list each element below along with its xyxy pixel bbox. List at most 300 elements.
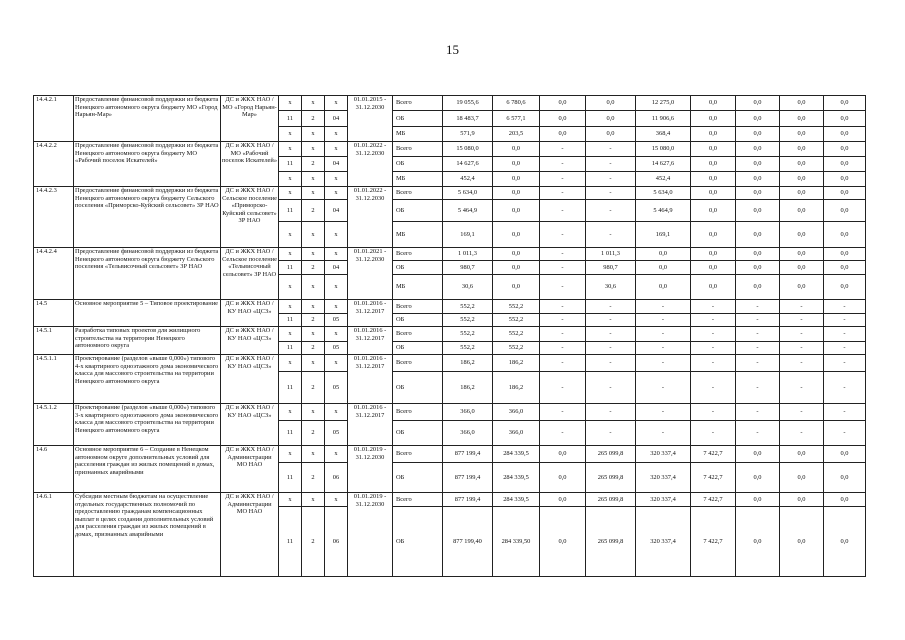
amount-cell: 169,1 (443, 222, 493, 248)
funding-source: МБ (393, 127, 443, 142)
amount-cell: - (540, 157, 586, 172)
amount-cell: 0,0 (824, 187, 866, 200)
program-activities-table (33, 95, 866, 577)
amount-cell: - (540, 248, 586, 261)
amount-cell: 0,0 (824, 142, 866, 157)
classification-code: 11 (279, 200, 302, 222)
classification-code: x (325, 172, 348, 187)
classification-code: x (302, 446, 325, 463)
amount-cell: 7 422,7 (691, 493, 736, 507)
classification-code: 2 (302, 421, 325, 446)
classification-code: 11 (279, 463, 302, 493)
funding-source: МБ (393, 275, 443, 300)
funding-source: ОБ (393, 372, 443, 404)
period: 01.01.2016 - 31.12.2017 (348, 300, 393, 327)
activity-name: Предоставление финансовой поддержки из бюджета Ненецкого автономного округа бюджету Сельского поселения «Тельвисочный сельсовет» ЗР НАО (74, 248, 221, 300)
amount-cell: 265 099,8 (586, 463, 636, 493)
amount-cell: 366,0 (493, 421, 540, 446)
amount-cell: 169,1 (636, 222, 691, 248)
amount-cell: 368,4 (636, 127, 691, 142)
classification-code: 2 (302, 157, 325, 172)
classification-code: x (279, 275, 302, 300)
classification-code: x (302, 327, 325, 342)
amount-cell: 552,2 (443, 314, 493, 327)
amount-cell: 0,0 (493, 275, 540, 300)
amount-cell: 265 099,8 (586, 493, 636, 507)
amount-cell: - (540, 404, 586, 421)
classification-code: 04 (325, 111, 348, 127)
amount-cell: - (736, 300, 780, 314)
classification-code: 06 (325, 463, 348, 493)
classification-code: x (302, 222, 325, 248)
amount-cell: 0,0 (780, 200, 824, 222)
amount-cell: 0,0 (824, 507, 866, 577)
amount-cell: 0,0 (824, 111, 866, 127)
classification-code: 2 (302, 261, 325, 275)
amount-cell: - (540, 142, 586, 157)
funding-source: Всего (393, 404, 443, 421)
funding-source: Всего (393, 96, 443, 111)
classification-code: x (279, 446, 302, 463)
amount-cell: 5 634,0 (636, 187, 691, 200)
classification-code: x (325, 446, 348, 463)
activity-code: 14.4.2.2 (34, 142, 74, 187)
amount-cell: - (586, 187, 636, 200)
amount-cell: 14 627,6 (636, 157, 691, 172)
table-row (34, 96, 866, 111)
amount-cell: - (691, 314, 736, 327)
amount-cell: 14 627,6 (443, 157, 493, 172)
amount-cell: 0,0 (824, 200, 866, 222)
amount-cell: - (586, 421, 636, 446)
executor: ДС и ЖКХ НАО / КУ НАО «ЦСЗ» (221, 327, 279, 355)
amount-cell: 0,0 (736, 463, 780, 493)
amount-cell: 0,0 (586, 111, 636, 127)
amount-cell: - (736, 342, 780, 355)
classification-code: x (302, 96, 325, 111)
amount-cell: - (824, 342, 866, 355)
activity-name: Проектирование (разделов «выше 0,000») типового 4-х квартирного одноэтажного дома экономического класса для массового строительства на территории Ненецкого автономного округа (74, 355, 221, 404)
classification-code: x (279, 172, 302, 187)
classification-code: 11 (279, 421, 302, 446)
classification-code: x (325, 96, 348, 111)
amount-cell: 0,0 (691, 127, 736, 142)
amount-cell: 877 199,4 (443, 446, 493, 463)
amount-cell: 0,0 (780, 187, 824, 200)
amount-cell: 0,0 (736, 507, 780, 577)
amount-cell: - (780, 404, 824, 421)
classification-code: x (279, 96, 302, 111)
amount-cell: 0,0 (691, 275, 736, 300)
period: 01.01.2022 - 31.12.2030 (348, 142, 393, 187)
amount-cell: - (824, 421, 866, 446)
amount-cell: 5 634,0 (443, 187, 493, 200)
amount-cell: 0,0 (780, 111, 824, 127)
amount-cell: 0,0 (736, 127, 780, 142)
amount-cell: 0,0 (540, 493, 586, 507)
funding-source: ОБ (393, 314, 443, 327)
amount-cell: 877 199,4 (443, 493, 493, 507)
amount-cell: 980,7 (586, 261, 636, 275)
amount-cell: 320 337,4 (636, 463, 691, 493)
amount-cell: 0,0 (691, 96, 736, 111)
classification-code: 05 (325, 314, 348, 327)
classification-code: x (302, 172, 325, 187)
classification-code: x (302, 127, 325, 142)
classification-code: x (279, 187, 302, 200)
amount-cell: 186,2 (443, 355, 493, 372)
amount-cell: 0,0 (636, 261, 691, 275)
classification-code: 11 (279, 261, 302, 275)
amount-cell: 320 337,4 (636, 446, 691, 463)
amount-cell: 0,0 (736, 275, 780, 300)
executor: ДС и ЖКХ НАО /Сельское поселение «Тельвисочный сельсовет» ЗР НАО (221, 248, 279, 300)
table-row (34, 446, 866, 463)
classification-code: 2 (302, 372, 325, 404)
amount-cell: 320 337,4 (636, 507, 691, 577)
funding-source: ОБ (393, 463, 443, 493)
amount-cell: - (636, 342, 691, 355)
amount-cell: 0,0 (493, 172, 540, 187)
period: 01.01.2019 - 31.12.2030 (348, 446, 393, 493)
executor: ДС и ЖКХ НАО / Администрации МО НАО (221, 493, 279, 577)
amount-cell: - (780, 314, 824, 327)
amount-cell: 0,0 (691, 142, 736, 157)
amount-cell: 0,0 (780, 275, 824, 300)
amount-cell: 0,0 (736, 157, 780, 172)
classification-code: x (325, 275, 348, 300)
table-row (34, 493, 866, 507)
period: 01.01.2019 - 31.12.2030 (348, 493, 393, 577)
amount-cell: - (824, 404, 866, 421)
classification-code: 11 (279, 342, 302, 355)
activity-name: Субсидии местным бюджетам на осуществление отдельных государственных полномочий по предоставлению гражданам компенсационных выплат в целях создания дополнительных условий для расселения граждан из жилых помещений в домах, признанных аварийными (74, 493, 221, 577)
classification-code: x (325, 355, 348, 372)
amount-cell: 186,2 (443, 372, 493, 404)
amount-cell: 0,0 (493, 187, 540, 200)
amount-cell: 0,0 (780, 463, 824, 493)
amount-cell: 0,0 (824, 172, 866, 187)
funding-source: ОБ (393, 157, 443, 172)
amount-cell: 0,0 (736, 493, 780, 507)
amount-cell: 0,0 (691, 261, 736, 275)
classification-code: x (279, 127, 302, 142)
classification-code: x (279, 248, 302, 261)
classification-code: x (279, 327, 302, 342)
amount-cell: - (586, 372, 636, 404)
amount-cell: 552,2 (443, 300, 493, 314)
amount-cell: 5 464,9 (443, 200, 493, 222)
amount-cell: 0,0 (736, 200, 780, 222)
period: 01.01.2022 - 31.12.2030 (348, 187, 393, 248)
amount-cell: 0,0 (780, 142, 824, 157)
funding-source: Всего (393, 493, 443, 507)
classification-code: 2 (302, 314, 325, 327)
amount-cell: - (691, 300, 736, 314)
amount-cell: 452,4 (636, 172, 691, 187)
amount-cell: - (736, 327, 780, 342)
amount-cell: 0,0 (780, 96, 824, 111)
funding-source: ОБ (393, 200, 443, 222)
amount-cell: 15 080,0 (636, 142, 691, 157)
table-row (34, 355, 866, 372)
amount-cell: 552,2 (443, 342, 493, 355)
funding-source: ОБ (393, 421, 443, 446)
classification-code: 2 (302, 463, 325, 493)
classification-code: x (279, 300, 302, 314)
activity-code: 14.6.1 (34, 493, 74, 577)
activity-name: Предоставление финансовой поддержки из бюджета Ненецкого автономного округа бюджету МО «Рабочий поселок Искателей» (74, 142, 221, 187)
executor: ДС и ЖКХ НАО / КУ НАО «ЦСЗ» (221, 355, 279, 404)
amount-cell: - (736, 372, 780, 404)
amount-cell: 0,0 (824, 96, 866, 111)
amount-cell: 0,0 (636, 248, 691, 261)
classification-code: x (302, 142, 325, 157)
amount-cell: 284 339,50 (493, 507, 540, 577)
activity-code: 14.6 (34, 446, 74, 493)
amount-cell: 0,0 (780, 127, 824, 142)
amount-cell: 552,2 (493, 314, 540, 327)
classification-code: x (302, 248, 325, 261)
amount-cell: 0,0 (493, 157, 540, 172)
amount-cell: 0,0 (736, 222, 780, 248)
activity-code: 14.4.2.1 (34, 96, 74, 142)
amount-cell: - (636, 300, 691, 314)
amount-cell: - (586, 157, 636, 172)
classification-code: x (325, 222, 348, 248)
activity-name: Предоставление финансовой поддержки из бюджета Ненецкого автономного округа бюджету Сельского поселения «Приморско-Куйский сельсовет» ЗР НАО (74, 187, 221, 248)
amount-cell: 0,0 (736, 111, 780, 127)
classification-code: 04 (325, 261, 348, 275)
amount-cell: 0,0 (691, 200, 736, 222)
classification-code: x (279, 355, 302, 372)
amount-cell: - (780, 355, 824, 372)
amount-cell: - (540, 187, 586, 200)
amount-cell: - (540, 327, 586, 342)
amount-cell: - (636, 404, 691, 421)
amount-cell: 552,2 (493, 342, 540, 355)
classification-code: x (325, 327, 348, 342)
amount-cell: 0,0 (540, 446, 586, 463)
amount-cell: - (636, 372, 691, 404)
amount-cell: 980,7 (443, 261, 493, 275)
amount-cell: 0,0 (780, 446, 824, 463)
amount-cell: 11 906,6 (636, 111, 691, 127)
amount-cell: 7 422,7 (691, 463, 736, 493)
period: 01.01.2021 - 31.12.2030 (348, 248, 393, 300)
amount-cell: - (691, 372, 736, 404)
amount-cell: 284 339,5 (493, 446, 540, 463)
classification-code: 11 (279, 372, 302, 404)
amount-cell: 15 080,0 (443, 142, 493, 157)
amount-cell: 0,0 (493, 261, 540, 275)
amount-cell: - (636, 355, 691, 372)
amount-cell: - (780, 327, 824, 342)
amount-cell: 0,0 (824, 222, 866, 248)
amount-cell: - (736, 355, 780, 372)
funding-source: ОБ (393, 342, 443, 355)
amount-cell: 0,0 (736, 261, 780, 275)
classification-code: 06 (325, 507, 348, 577)
amount-cell: 7 422,7 (691, 446, 736, 463)
amount-cell: 0,0 (780, 493, 824, 507)
amount-cell: 0,0 (780, 507, 824, 577)
classification-code: x (325, 300, 348, 314)
amount-cell: - (636, 314, 691, 327)
amount-cell: 0,0 (540, 463, 586, 493)
activity-name: Предоставление финансовой поддержки из бюджета Ненецкого автономного округа бюджету МО «Город Нарьян-Мар» (74, 96, 221, 142)
amount-cell: - (586, 327, 636, 342)
amount-cell: 0,0 (691, 157, 736, 172)
amount-cell: 0,0 (780, 172, 824, 187)
table-row (34, 404, 866, 421)
period: 01.01.2016 - 31.12.2017 (348, 355, 393, 404)
classification-code: x (302, 493, 325, 507)
executor: ДС и ЖКХ НАО / КУ НАО «ЦСЗ» (221, 300, 279, 327)
activity-name: Основное мероприятие 5 – Типовое проектирование (74, 300, 221, 327)
amount-cell: 0,0 (824, 261, 866, 275)
amount-cell: 6 780,6 (493, 96, 540, 111)
amount-cell: - (691, 421, 736, 446)
amount-cell: 0,0 (586, 96, 636, 111)
amount-cell: 0,0 (540, 507, 586, 577)
activity-code: 14.5.1.2 (34, 404, 74, 446)
classification-code: 05 (325, 372, 348, 404)
amount-cell: - (540, 372, 586, 404)
classification-code: x (325, 404, 348, 421)
amount-cell: 366,0 (493, 404, 540, 421)
amount-cell: 186,2 (493, 355, 540, 372)
amount-cell: 30,6 (586, 275, 636, 300)
amount-cell: - (540, 222, 586, 248)
classification-code: 2 (302, 507, 325, 577)
amount-cell: - (636, 421, 691, 446)
amount-cell: 5 464,9 (636, 200, 691, 222)
amount-cell: 0,0 (540, 96, 586, 111)
executor: ДС и ЖКХ НАО / Администрации МО НАО (221, 446, 279, 493)
classification-code: x (302, 404, 325, 421)
amount-cell: - (691, 327, 736, 342)
executor: ДС и ЖКХ НАО / КУ НАО «ЦСЗ» (221, 404, 279, 446)
amount-cell: 0,0 (824, 248, 866, 261)
amount-cell: 0,0 (736, 446, 780, 463)
classification-code: x (325, 493, 348, 507)
amount-cell: 0,0 (780, 261, 824, 275)
amount-cell: 265 099,8 (586, 507, 636, 577)
amount-cell: - (586, 172, 636, 187)
amount-cell: 0,0 (780, 222, 824, 248)
amount-cell: - (540, 172, 586, 187)
period: 01.01.2016 - 31.12.2017 (348, 327, 393, 355)
amount-cell: 366,0 (443, 404, 493, 421)
classification-code: x (279, 142, 302, 157)
amount-cell: 0,0 (824, 463, 866, 493)
amount-cell: - (691, 404, 736, 421)
amount-cell: 284 339,5 (493, 463, 540, 493)
funding-source: МБ (393, 222, 443, 248)
amount-cell: 552,2 (493, 327, 540, 342)
classification-code: 11 (279, 157, 302, 172)
funding-source: Всего (393, 327, 443, 342)
activity-name: Разработка типовых проектов для жилищного строительства на территории Ненецкого автономного округа (74, 327, 221, 355)
classification-code: x (279, 404, 302, 421)
amount-cell: 12 275,0 (636, 96, 691, 111)
amount-cell: - (540, 355, 586, 372)
funding-source: Всего (393, 142, 443, 157)
executor: ДС и ЖКХ НАО / МО «Рабочий поселок Искателей» (221, 142, 279, 187)
amount-cell: 0,0 (824, 127, 866, 142)
amount-cell: - (780, 372, 824, 404)
amount-cell: 186,2 (493, 372, 540, 404)
amount-cell: - (824, 355, 866, 372)
table-row (34, 142, 866, 157)
amount-cell: 265 099,8 (586, 446, 636, 463)
amount-cell: - (540, 200, 586, 222)
amount-cell: - (540, 275, 586, 300)
amount-cell: 0,0 (691, 172, 736, 187)
activity-code: 14.4.2.4 (34, 248, 74, 300)
executor: ДС и ЖКХ НАО /Сельское поселение «Приморско-Куйский сельсовет» ЗР НАО (221, 187, 279, 248)
table-row (34, 248, 866, 261)
amount-cell: 0,0 (736, 187, 780, 200)
amount-cell: 0,0 (824, 157, 866, 172)
table-row (34, 187, 866, 200)
classification-code: x (325, 127, 348, 142)
amount-cell: 0,0 (824, 275, 866, 300)
activity-code: 14.5 (34, 300, 74, 327)
amount-cell: - (586, 342, 636, 355)
amount-cell: 571,9 (443, 127, 493, 142)
amount-cell: 0,0 (736, 96, 780, 111)
amount-cell: - (780, 342, 824, 355)
page-number: 15 (446, 42, 459, 57)
amount-cell: 6 577,1 (493, 111, 540, 127)
classification-code: 05 (325, 342, 348, 355)
amount-cell: 284 339,5 (493, 493, 540, 507)
executor: ДС и ЖКХ НАО / МО «Город Нарьян-Мар» (221, 96, 279, 142)
classification-code: x (302, 187, 325, 200)
amount-cell: - (540, 342, 586, 355)
amount-cell: - (586, 314, 636, 327)
funding-source: Всего (393, 300, 443, 314)
classification-code: x (302, 275, 325, 300)
amount-cell: 0,0 (540, 111, 586, 127)
amount-cell: 0,0 (824, 493, 866, 507)
amount-cell: 452,4 (443, 172, 493, 187)
amount-cell: - (540, 261, 586, 275)
amount-cell: - (586, 404, 636, 421)
amount-cell: 0,0 (540, 127, 586, 142)
amount-cell: - (691, 342, 736, 355)
classification-code: x (325, 248, 348, 261)
amount-cell: 0,0 (780, 157, 824, 172)
classification-code: 2 (302, 342, 325, 355)
amount-cell: 0,0 (493, 248, 540, 261)
amount-cell: 18 483,7 (443, 111, 493, 127)
amount-cell: 0,0 (493, 222, 540, 248)
amount-cell: - (540, 300, 586, 314)
period: 01.01.2015 - 31.12.2030 (348, 96, 393, 142)
activity-name: Основное мероприятие 6 – Создание в Ненецком автономном округе дополнительных условий для расселения граждан из жилых помещений в домах, признанных аварийными (74, 446, 221, 493)
activity-code: 14.4.2.3 (34, 187, 74, 248)
amount-cell: 0,0 (636, 275, 691, 300)
amount-cell: - (824, 372, 866, 404)
amount-cell: 19 055,6 (443, 96, 493, 111)
classification-code: x (279, 222, 302, 248)
amount-cell: - (586, 142, 636, 157)
amount-cell: 877 199,4 (443, 463, 493, 493)
amount-cell: 0,0 (736, 248, 780, 261)
